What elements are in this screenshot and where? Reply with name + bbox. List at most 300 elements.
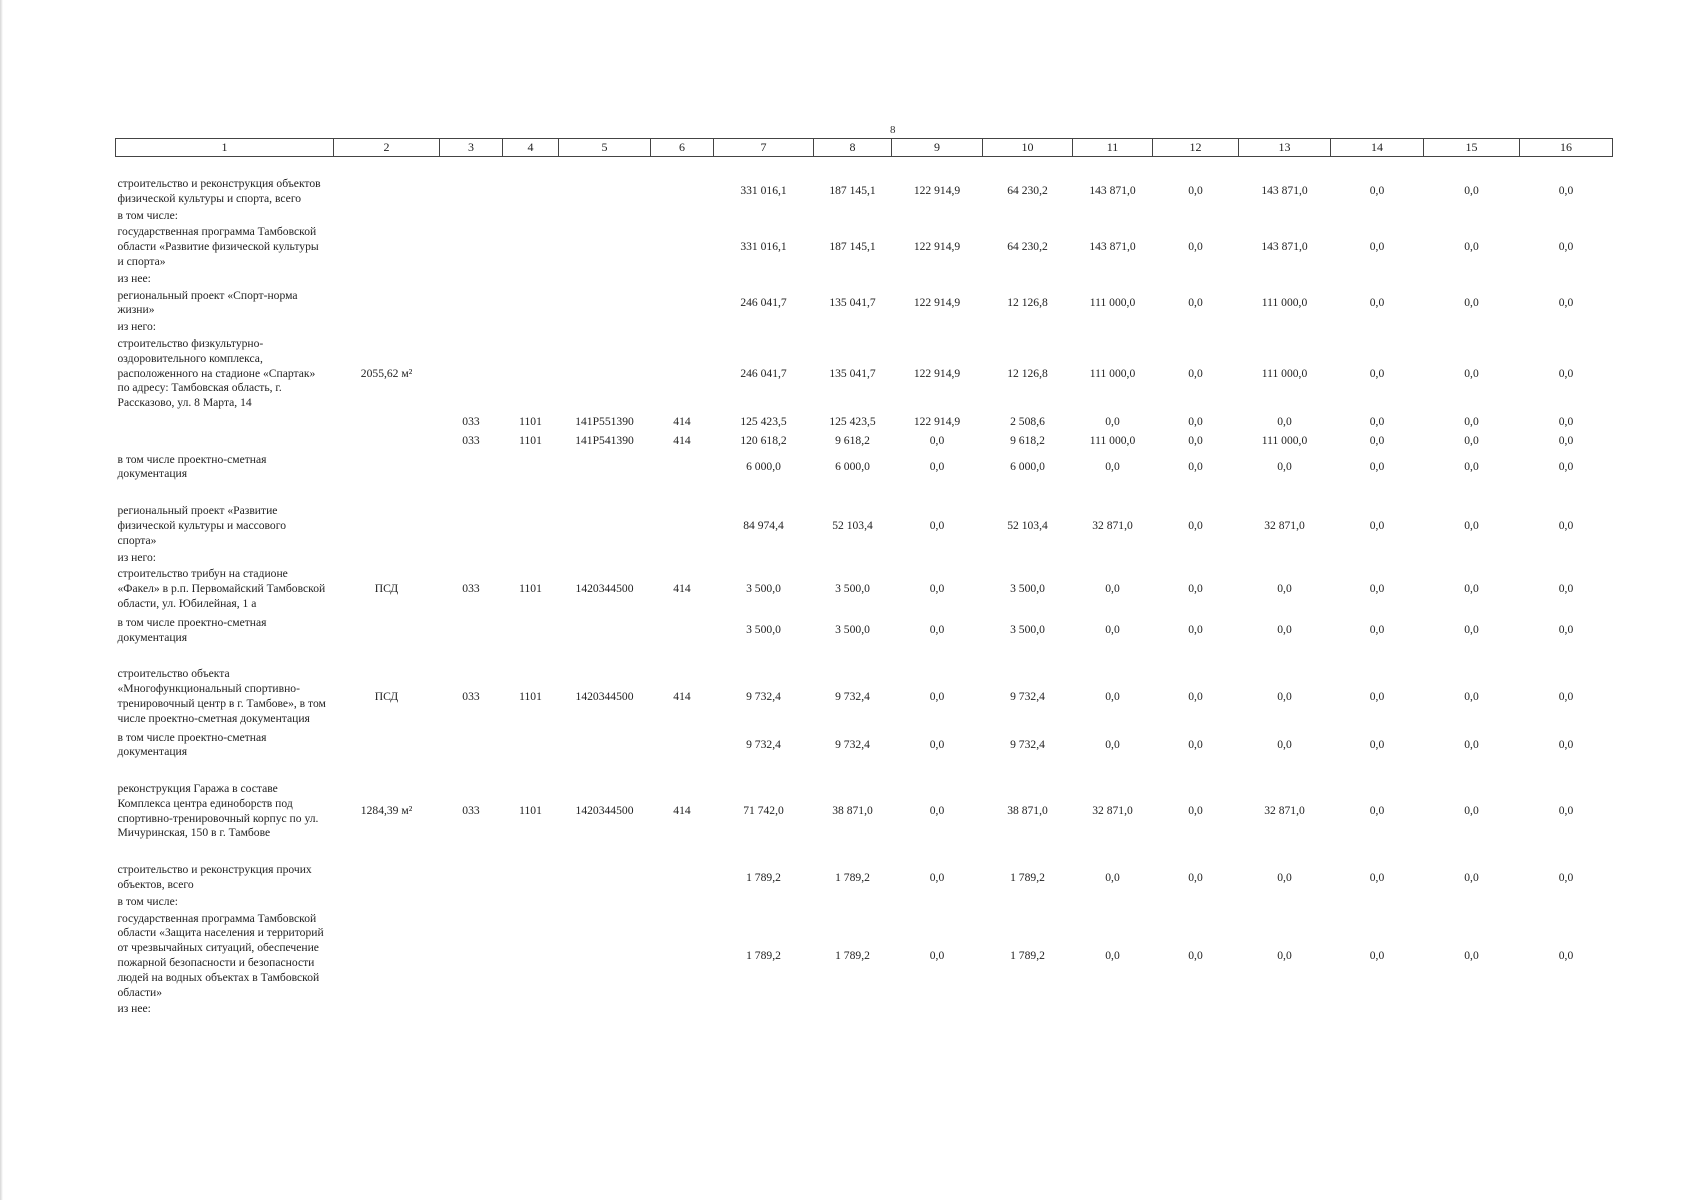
value-cell-col-13: 111 000,0	[1261, 366, 1308, 380]
expense-type-cell	[651, 175, 714, 209]
value-cell-col-10: 6 000,0	[1010, 459, 1045, 473]
value-cell-col-12: 0,0	[1188, 433, 1203, 447]
column-header-5: 5	[559, 139, 651, 157]
value-cell-col-13: 0,0	[1277, 459, 1292, 473]
ministry-code-cell	[440, 614, 503, 648]
value-cell-col-9: 0,0	[929, 433, 945, 447]
ministry-code-cell	[440, 502, 503, 550]
value-cell-col-9: 0,0	[929, 804, 945, 818]
section-code-cell: 1101	[519, 689, 542, 703]
subheading-label: в том числе:	[117, 894, 178, 908]
row-name-cell: в том числе проектно-сметная документация	[117, 452, 267, 481]
expense-type-cell	[651, 502, 714, 550]
capacity-cell: ПСД	[374, 582, 399, 596]
target-article-cell: 1420344500	[575, 689, 634, 703]
value-cell-col-15: 0,0	[1464, 184, 1479, 198]
value-cell-col-15: 0,0	[1464, 433, 1479, 447]
table-row	[116, 223, 1613, 271]
section-code-cell	[503, 175, 559, 209]
row-name-cell: строительство трибун на стадионе «Факел» в р.п. Первомайский Тамбовской области, ул. Юбилейная, 1 а	[117, 567, 326, 610]
value-cell-col-13: 0,0	[1277, 623, 1292, 637]
value-cell-col-7: 1 789,2	[746, 948, 781, 962]
column-header-1: 1	[116, 139, 334, 157]
value-cell-col-12: 0,0	[1188, 804, 1203, 818]
value-cell-col-11: 32 871,0	[1092, 518, 1133, 532]
value-cell-col-14: 0,0	[1369, 518, 1385, 532]
ministry-code-cell: 033	[462, 689, 480, 703]
value-cell-col-10: 3 500,0	[1010, 582, 1045, 596]
value-cell-col-16: 0,0	[1558, 518, 1574, 532]
target-article-cell: 141P551390	[575, 414, 634, 428]
value-cell-col-8: 9 732,4	[835, 737, 870, 751]
column-header-11: 11	[1073, 139, 1153, 157]
value-cell-col-12: 0,0	[1188, 737, 1203, 751]
target-article-cell	[559, 451, 651, 485]
value-cell-col-15: 0,0	[1464, 240, 1479, 254]
value-cell-col-11: 0,0	[1105, 737, 1120, 751]
column-header-2: 2	[334, 139, 440, 157]
value-cell-col-10: 52 103,4	[1007, 518, 1048, 532]
value-cell-col-10: 1 789,2	[1010, 948, 1045, 962]
table-row	[116, 665, 1613, 728]
empty-cell	[334, 895, 1613, 910]
expense-type-cell	[651, 614, 714, 648]
column-number-header	[116, 139, 1613, 157]
value-cell-col-10: 2 508,6	[1010, 414, 1045, 428]
value-cell-col-12: 0,0	[1188, 582, 1203, 596]
ministry-code-cell	[440, 223, 503, 271]
value-cell-col-13: 0,0	[1277, 948, 1292, 962]
value-cell-col-13: 0,0	[1277, 737, 1292, 751]
table-row	[116, 432, 1613, 451]
capacity-cell	[334, 614, 440, 648]
subheading-label: из него:	[117, 320, 157, 334]
column-header-15: 15	[1424, 139, 1520, 157]
target-article-cell	[559, 729, 651, 763]
value-cell-col-9: 122 914,9	[913, 240, 961, 254]
empty-cell	[334, 272, 1613, 287]
expense-type-cell	[651, 287, 714, 321]
row-name-cell: региональный проект «Спорт-норма жизни»	[117, 288, 298, 317]
value-cell-col-14: 0,0	[1369, 623, 1385, 637]
value-cell-col-12: 0,0	[1188, 870, 1203, 884]
expense-type-cell	[651, 861, 714, 895]
value-cell-col-14: 0,0	[1369, 240, 1385, 254]
value-cell-col-9: 0,0	[929, 737, 945, 751]
value-cell-col-7: 1 789,2	[746, 870, 781, 884]
capacity-cell	[334, 223, 440, 271]
subheading-row	[116, 209, 1613, 224]
value-cell-col-9: 0,0	[929, 689, 945, 703]
subheading-row	[116, 895, 1613, 910]
column-header-13: 13	[1239, 139, 1331, 157]
value-cell-col-8: 3 500,0	[835, 623, 870, 637]
capacity-cell	[334, 413, 440, 432]
header-row	[116, 139, 1613, 157]
value-cell-col-16: 0,0	[1558, 689, 1574, 703]
spacer-row	[116, 647, 1613, 665]
value-cell-col-9: 122 914,9	[913, 414, 961, 428]
target-article-cell	[559, 861, 651, 895]
spacer-cell	[116, 484, 1613, 502]
expense-type-cell: 414	[673, 414, 691, 428]
value-cell-col-13: 32 871,0	[1264, 518, 1305, 532]
capacity-cell	[334, 175, 440, 209]
table-row	[116, 565, 1613, 613]
subheading-row	[116, 320, 1613, 335]
value-cell-col-11: 111 000,0	[1089, 366, 1136, 380]
value-cell-col-8: 125 423,5	[829, 414, 876, 428]
expense-type-cell: 414	[673, 689, 691, 703]
value-cell-col-14: 0,0	[1369, 948, 1385, 962]
subheading-row	[116, 1002, 1613, 1017]
value-cell-col-7: 331 016,1	[740, 240, 787, 254]
row-name-cell: в том числе проектно-сметная документация	[117, 730, 267, 759]
row-name-cell: строительство физкультурно-оздоровительного комплекса, расположенного на стадионе «Спартак» по адресу: Тамбовская область, г. Рассказово, ул. 8 Марта, 14	[117, 336, 316, 410]
value-cell-col-9: 122 914,9	[913, 184, 961, 198]
spacer-row	[116, 157, 1613, 176]
section-code-cell: 1101	[519, 804, 542, 818]
value-cell-col-9: 0,0	[929, 582, 945, 596]
capacity-cell	[334, 910, 440, 1003]
subheading-label: из него:	[117, 550, 157, 564]
value-cell-col-10: 38 871,0	[1007, 804, 1048, 818]
subheading-row	[116, 272, 1613, 287]
value-cell-col-8: 187 145,1	[829, 184, 876, 198]
row-name-cell: государственная программа Тамбовской области «Защита населения и территорий от чрезвычайных ситуаций, обеспечение пожарной безопасности и безопасности людей на водных объектах в Тамбовской области»	[117, 911, 324, 999]
column-header-7: 7	[714, 139, 814, 157]
value-cell-col-11: 0,0	[1105, 948, 1120, 962]
spacer-cell	[116, 157, 1613, 176]
value-cell-col-10: 9 732,4	[1010, 689, 1045, 703]
value-cell-col-10: 12 126,8	[1007, 366, 1048, 380]
column-header-3: 3	[440, 139, 503, 157]
column-header-10: 10	[983, 139, 1073, 157]
target-article-cell: 1420344500	[575, 804, 634, 818]
value-cell-col-16: 0,0	[1558, 582, 1574, 596]
table-row	[116, 729, 1613, 763]
capacity-cell: ПСД	[374, 689, 399, 703]
section-code-cell: 1101	[519, 582, 542, 596]
scan-edge	[0, 0, 3, 1200]
value-cell-col-8: 38 871,0	[832, 804, 873, 818]
spacer-cell	[116, 843, 1613, 861]
value-cell-col-8: 3 500,0	[835, 582, 870, 596]
value-cell-col-16: 0,0	[1558, 240, 1574, 254]
value-cell-col-16: 0,0	[1558, 623, 1574, 637]
value-cell-col-15: 0,0	[1464, 414, 1479, 428]
row-name-cell: реконструкция Гаража в составе Комплекса центра единоборств под спортивно-тренировочный корпус по ул. Мичуринская, 150 в г. Тамбове	[117, 782, 319, 840]
value-cell-col-14: 0,0	[1369, 184, 1385, 198]
value-cell-col-14: 0,0	[1369, 870, 1385, 884]
value-cell-col-8: 52 103,4	[832, 518, 873, 532]
spacer-row	[116, 762, 1613, 780]
table-row	[116, 413, 1613, 432]
section-code-cell: 1101	[519, 414, 542, 428]
table-row	[116, 502, 1613, 550]
value-cell-col-11: 0,0	[1105, 459, 1120, 473]
column-header-4: 4	[503, 139, 559, 157]
value-cell-col-11: 0,0	[1105, 870, 1120, 884]
column-header-8: 8	[814, 139, 892, 157]
value-cell-col-13: 0,0	[1277, 689, 1292, 703]
table-row	[116, 175, 1613, 209]
expense-type-cell: 414	[673, 582, 691, 596]
section-code-cell	[503, 451, 559, 485]
capacity-cell	[334, 861, 440, 895]
value-cell-col-15: 0,0	[1464, 582, 1479, 596]
value-cell-col-8: 6 000,0	[835, 459, 870, 473]
ministry-code-cell: 033	[462, 582, 480, 596]
table-row	[116, 287, 1613, 321]
value-cell-col-13: 0,0	[1277, 870, 1292, 884]
capacity-cell	[334, 729, 440, 763]
target-article-cell	[559, 910, 651, 1003]
value-cell-col-7: 246 041,7	[740, 295, 787, 309]
spacer-cell	[116, 647, 1613, 665]
target-article-cell	[559, 335, 651, 413]
empty-cell	[334, 1002, 1613, 1017]
value-cell-col-9: 0,0	[929, 948, 945, 962]
value-cell-col-16: 0,0	[1558, 737, 1574, 751]
column-header-12: 12	[1153, 139, 1239, 157]
value-cell-col-8: 1 789,2	[835, 948, 870, 962]
target-article-cell: 1420344500	[575, 582, 634, 596]
value-cell-col-14: 0,0	[1369, 689, 1385, 703]
row-name-cell: строительство и реконструкция прочих объектов, всего	[117, 863, 312, 892]
column-header-9: 9	[892, 139, 983, 157]
target-article-cell	[559, 287, 651, 321]
value-cell-col-12: 0,0	[1188, 623, 1203, 637]
value-cell-col-15: 0,0	[1464, 870, 1479, 884]
row-name-cell	[116, 432, 334, 451]
ministry-code-cell	[440, 910, 503, 1003]
value-cell-col-15: 0,0	[1464, 459, 1479, 473]
value-cell-col-7: 3 500,0	[746, 623, 781, 637]
ministry-code-cell	[440, 175, 503, 209]
table-row	[116, 780, 1613, 843]
value-cell-col-12: 0,0	[1188, 366, 1203, 380]
value-cell-col-9: 0,0	[929, 459, 945, 473]
value-cell-col-7: 6 000,0	[746, 459, 781, 473]
value-cell-col-16: 0,0	[1558, 948, 1574, 962]
value-cell-col-7: 71 742,0	[743, 804, 784, 818]
section-code-cell	[503, 335, 559, 413]
value-cell-col-14: 0,0	[1369, 737, 1385, 751]
capacity-cell	[334, 451, 440, 485]
value-cell-col-16: 0,0	[1558, 184, 1574, 198]
value-cell-col-12: 0,0	[1188, 948, 1203, 962]
value-cell-col-16: 0,0	[1558, 433, 1574, 447]
ministry-code-cell	[440, 451, 503, 485]
table-row	[116, 451, 1613, 485]
spacer-cell	[116, 762, 1613, 780]
row-name-cell: строительство и реконструкция объектов физической культуры и спорта, всего	[117, 177, 321, 205]
section-code-cell	[503, 729, 559, 763]
value-cell-col-11: 143 871,0	[1089, 184, 1136, 198]
section-code-cell	[503, 223, 559, 271]
target-article-cell: 141P541390	[575, 433, 634, 447]
value-cell-col-11: 143 871,0	[1089, 240, 1136, 254]
value-cell-col-15: 0,0	[1464, 804, 1479, 818]
row-name-cell: государственная программа Тамбовской области «Развитие физической культуры и спорта»	[117, 225, 319, 268]
value-cell-col-12: 0,0	[1188, 184, 1203, 198]
value-cell-col-12: 0,0	[1188, 414, 1203, 428]
value-cell-col-13: 0,0	[1277, 414, 1292, 428]
value-cell-col-16: 0,0	[1558, 295, 1574, 309]
value-cell-col-9: 122 914,9	[913, 366, 961, 380]
value-cell-col-11: 111 000,0	[1089, 433, 1136, 447]
value-cell-col-16: 0,0	[1558, 804, 1574, 818]
expense-type-cell	[651, 451, 714, 485]
page-number: 8	[890, 124, 896, 136]
value-cell-col-11: 32 871,0	[1092, 804, 1133, 818]
value-cell-col-14: 0,0	[1369, 804, 1385, 818]
value-cell-col-13: 143 871,0	[1261, 240, 1308, 254]
value-cell-col-7: 84 974,4	[743, 518, 784, 532]
value-cell-col-8: 9 732,4	[835, 689, 870, 703]
value-cell-col-15: 0,0	[1464, 948, 1479, 962]
section-code-cell	[503, 287, 559, 321]
value-cell-col-7: 331 016,1	[740, 184, 787, 198]
value-cell-col-15: 0,0	[1464, 518, 1479, 532]
value-cell-col-15: 0,0	[1464, 623, 1479, 637]
expense-type-cell	[651, 223, 714, 271]
column-header-16: 16	[1520, 139, 1613, 157]
value-cell-col-14: 0,0	[1369, 433, 1385, 447]
column-header-14: 14	[1331, 139, 1424, 157]
value-cell-col-13: 143 871,0	[1261, 184, 1308, 198]
table-row	[116, 335, 1613, 413]
value-cell-col-7: 125 423,5	[740, 414, 787, 428]
value-cell-col-7: 3 500,0	[746, 582, 781, 596]
value-cell-col-7: 246 041,7	[740, 366, 787, 380]
subheading-label: из нее:	[117, 271, 151, 285]
spacer-row	[116, 484, 1613, 502]
value-cell-col-14: 0,0	[1369, 366, 1385, 380]
value-cell-col-9: 0,0	[929, 518, 945, 532]
value-cell-col-13: 111 000,0	[1261, 295, 1308, 309]
value-cell-col-12: 0,0	[1188, 689, 1203, 703]
row-name-cell: региональный проект «Развитие физической культуры и массового спорта»	[117, 504, 286, 547]
section-code-cell	[503, 861, 559, 895]
capacity-cell: 1284,39 м²	[360, 804, 413, 818]
expense-type-cell	[651, 729, 714, 763]
target-article-cell	[559, 223, 651, 271]
value-cell-col-15: 0,0	[1464, 295, 1479, 309]
ministry-code-cell	[440, 335, 503, 413]
subheading-label: из нее:	[117, 1002, 151, 1016]
value-cell-col-7: 120 618,2	[740, 433, 787, 447]
value-cell-col-16: 0,0	[1558, 414, 1574, 428]
ministry-code-cell	[440, 729, 503, 763]
value-cell-col-12: 0,0	[1188, 459, 1203, 473]
value-cell-col-14: 0,0	[1369, 414, 1385, 428]
value-cell-col-9: 0,0	[929, 870, 945, 884]
table-body	[116, 157, 1613, 1018]
value-cell-col-11: 0,0	[1105, 689, 1120, 703]
section-code-cell	[503, 502, 559, 550]
capacity-cell	[334, 287, 440, 321]
value-cell-col-9: 122 914,9	[913, 295, 961, 309]
value-cell-col-7: 9 732,4	[746, 737, 781, 751]
table-row	[116, 861, 1613, 895]
value-cell-col-10: 12 126,8	[1007, 295, 1048, 309]
ministry-code-cell	[440, 861, 503, 895]
ministry-code-cell: 033	[462, 433, 480, 447]
capacity-cell	[334, 432, 440, 451]
empty-cell	[334, 551, 1613, 566]
value-cell-col-8: 135 041,7	[829, 366, 876, 380]
table-row	[116, 910, 1613, 1003]
value-cell-col-10: 3 500,0	[1010, 623, 1045, 637]
row-name-cell	[116, 413, 334, 432]
value-cell-col-14: 0,0	[1369, 459, 1385, 473]
row-name-cell: строительство объекта «Многофункциональный спортивно-тренировочный центр в г. Тамбове», в том числе проектно-сметная документация	[117, 667, 326, 725]
target-article-cell	[559, 175, 651, 209]
value-cell-col-10: 64 230,2	[1007, 184, 1048, 198]
value-cell-col-15: 0,0	[1464, 689, 1479, 703]
value-cell-col-13: 0,0	[1277, 582, 1292, 596]
column-header-6: 6	[651, 139, 714, 157]
subheading-label: в том числе:	[117, 208, 178, 222]
empty-cell	[334, 209, 1613, 224]
value-cell-col-12: 0,0	[1188, 240, 1203, 254]
value-cell-col-8: 135 041,7	[829, 295, 876, 309]
target-article-cell	[559, 502, 651, 550]
ministry-code-cell: 033	[462, 414, 480, 428]
value-cell-col-16: 0,0	[1558, 459, 1574, 473]
value-cell-col-7: 9 732,4	[746, 689, 781, 703]
section-code-cell: 1101	[519, 433, 542, 447]
ministry-code-cell: 033	[462, 804, 480, 818]
expense-type-cell: 414	[673, 804, 691, 818]
value-cell-col-11: 0,0	[1105, 414, 1120, 428]
value-cell-col-15: 0,0	[1464, 366, 1479, 380]
value-cell-col-14: 0,0	[1369, 295, 1385, 309]
expense-type-cell	[651, 335, 714, 413]
value-cell-col-10: 9 732,4	[1010, 737, 1045, 751]
row-name-cell: в том числе проектно-сметная документация	[117, 615, 267, 644]
expense-type-cell	[651, 910, 714, 1003]
subheading-row	[116, 551, 1613, 566]
empty-cell	[334, 320, 1613, 335]
section-code-cell	[503, 910, 559, 1003]
ministry-code-cell	[440, 287, 503, 321]
value-cell-col-8: 1 789,2	[835, 870, 870, 884]
value-cell-col-12: 0,0	[1188, 295, 1203, 309]
value-cell-col-11: 111 000,0	[1089, 295, 1136, 309]
value-cell-col-10: 9 618,2	[1010, 433, 1045, 447]
value-cell-col-16: 0,0	[1558, 870, 1574, 884]
value-cell-col-12: 0,0	[1188, 518, 1203, 532]
spacer-row	[116, 843, 1613, 861]
table-row	[116, 614, 1613, 648]
value-cell-col-9: 0,0	[929, 623, 945, 637]
value-cell-col-10: 64 230,2	[1007, 240, 1048, 254]
value-cell-col-11: 0,0	[1105, 582, 1120, 596]
value-cell-col-10: 1 789,2	[1010, 870, 1045, 884]
expense-type-cell: 414	[673, 433, 691, 447]
target-article-cell	[559, 614, 651, 648]
value-cell-col-16: 0,0	[1558, 366, 1574, 380]
value-cell-col-11: 0,0	[1105, 623, 1120, 637]
capacity-cell: 2055,62 м²	[360, 366, 413, 380]
value-cell-col-13: 32 871,0	[1264, 804, 1305, 818]
value-cell-col-13: 111 000,0	[1261, 433, 1308, 447]
budget-table	[115, 138, 1613, 1017]
value-cell-col-15: 0,0	[1464, 737, 1479, 751]
